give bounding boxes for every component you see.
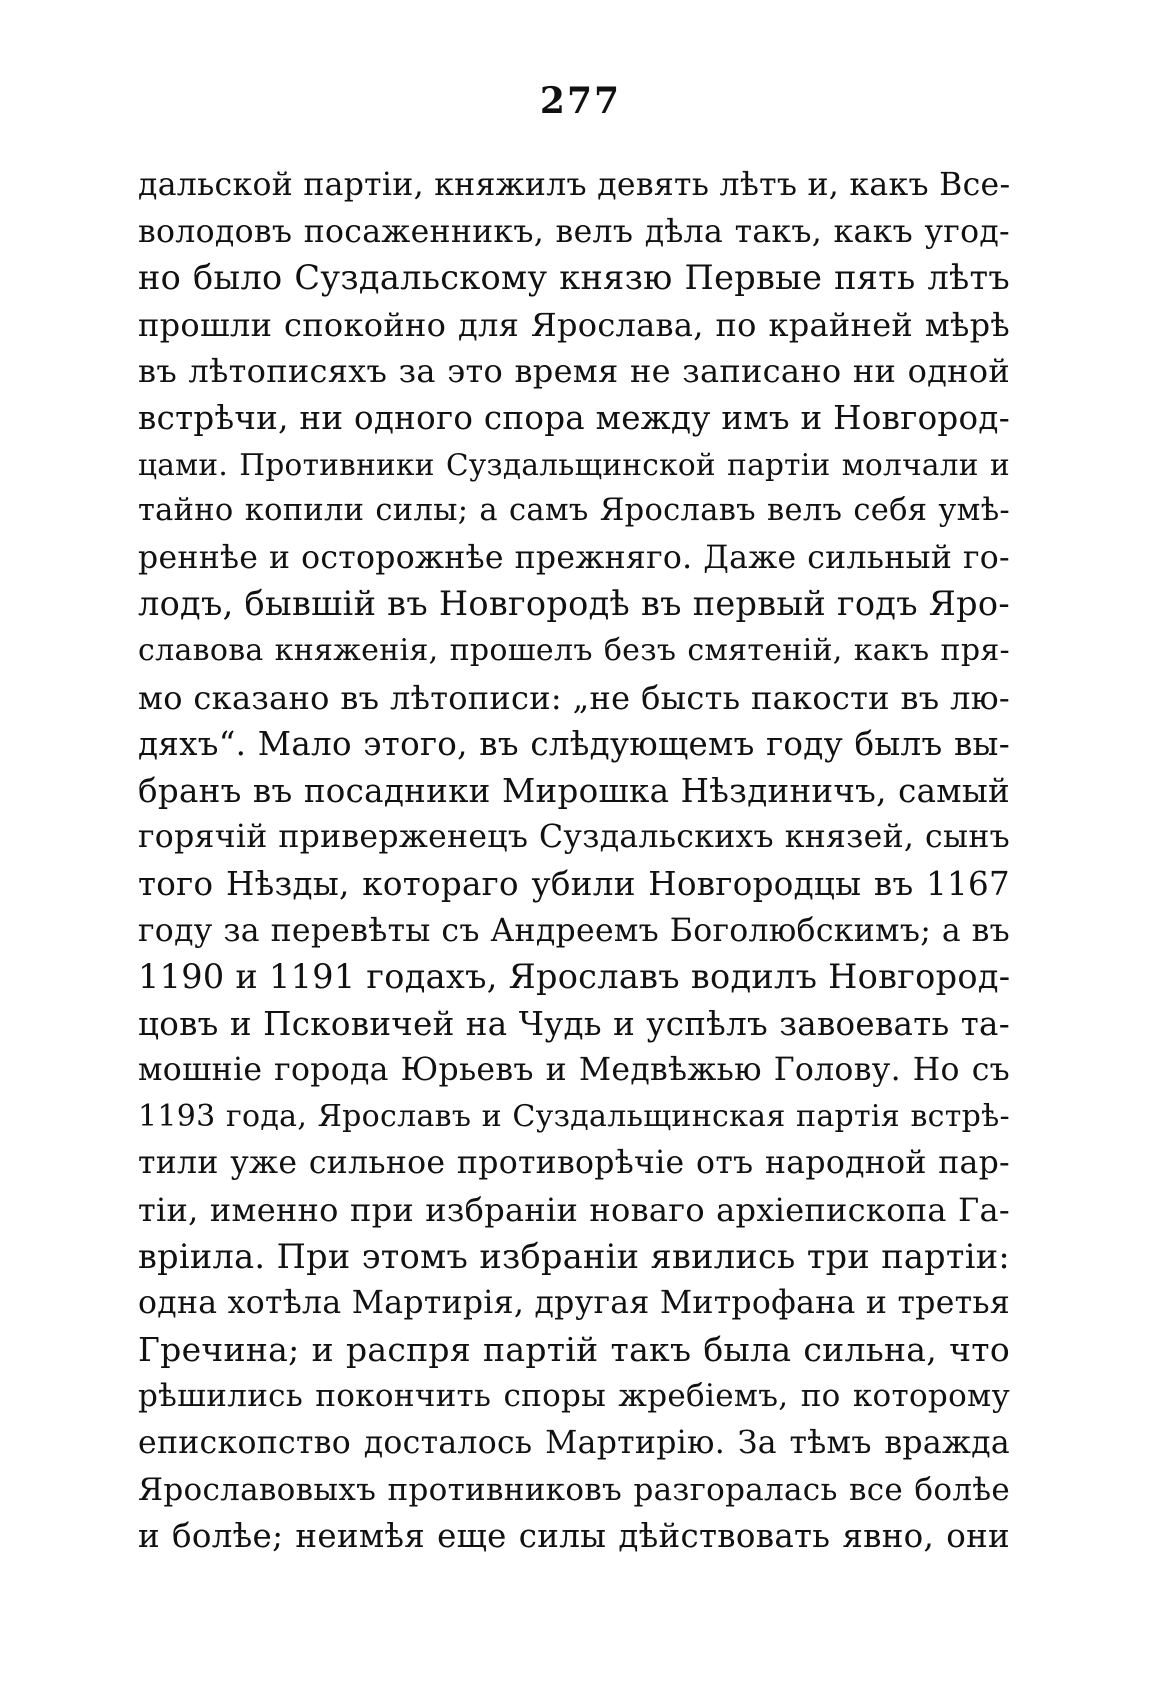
text-line: Гречина; и распря партій такъ была сильна, что: [138, 1329, 1010, 1369]
body-text: [138, 162, 1010, 1560]
text-line: володовъ посаженникъ, велъ дѣла такъ, какъ угод-: [138, 213, 1010, 250]
text-line: мо сказано въ лѣтописи: „не бысть пакости въ лю-: [138, 678, 1010, 717]
text-line: тіи, именно при избраніи новаго архіепископа Га-: [138, 1191, 1010, 1230]
text-line: дяхъ“. Мало этого, въ слѣдующемъ году былъ вы-: [138, 725, 1010, 764]
text-line: реннѣе и осторожнѣе прежняго. Даже сильный го-: [138, 539, 1010, 576]
text-line: одна хотѣла Мартирія, другая Митрофана и третья: [138, 1285, 1010, 1322]
text-line: цами. Противники Суздальщинской партіи молчали и: [138, 447, 1010, 482]
text-line: 1193 года, Ярославъ и Суздальщинская партія встрѣ-: [138, 1098, 1010, 1134]
text-line: вріила. При этомъ избраніи явились три партіи:: [138, 1236, 1010, 1276]
text-line: 1190 и 1191 годахъ, Ярославъ водилъ Новгород-: [138, 957, 1011, 997]
page-number: 277: [539, 80, 622, 122]
text-line: того Нѣзды, котораго убили Новгородцы въ 1167: [138, 864, 1010, 903]
text-line: епископство досталось Мартирію. За тѣмъ вражда: [138, 1425, 1010, 1462]
text-line: тили уже сильное противорѣчіе отъ народной пар-: [138, 1145, 1010, 1182]
text-line: дальской партіи, княжилъ девять лѣтъ и, какъ Все-: [138, 167, 1011, 203]
text-line: мошніе города Юрьевъ и Медвѣжью Голову. Но съ: [138, 1052, 1010, 1089]
text-line: въ лѣтописяхъ за это время не записано ни одной: [138, 352, 1010, 391]
text-line: славова княженія, прошелъ безъ смятеній, какъ пря-: [138, 632, 1010, 668]
text-line: году за перевѣты съ Андреемъ Боголюбскимъ; а въ: [138, 912, 1010, 949]
text-line: бранъ въ посадники Мирошка Нѣздиничъ, самый: [138, 771, 1010, 810]
text-line: и болѣе; неимѣя еще силы дѣйствовать явно, они: [138, 1517, 1010, 1556]
text-line: тайно копили силы; а самъ Ярославъ велъ себя умѣ-: [138, 493, 1010, 529]
text-line: но было Суздальскому князю Первые пять лѣтъ: [138, 258, 1010, 298]
text-line: встрѣчи, ни одного спора между имъ и Новгород-: [138, 398, 1010, 437]
text-line: рѣшились покончить споры жребіемъ, по которому: [138, 1378, 1010, 1415]
text-line: горячій приверженецъ Суздальскихъ князей, сынъ: [138, 819, 1010, 856]
text-line: лодъ, бывшій въ Новгородѣ въ первый годъ Яро-: [138, 584, 1010, 624]
text-line: Ярославовыхъ противниковъ разгоралась все болѣе: [138, 1471, 1010, 1508]
text-line: цовъ и Псковичей на Чудь и успѣлъ завоевать та-: [138, 1004, 1010, 1043]
text-line: прошли спокойно для Ярослава, по крайней мѣрѣ: [138, 305, 1010, 344]
